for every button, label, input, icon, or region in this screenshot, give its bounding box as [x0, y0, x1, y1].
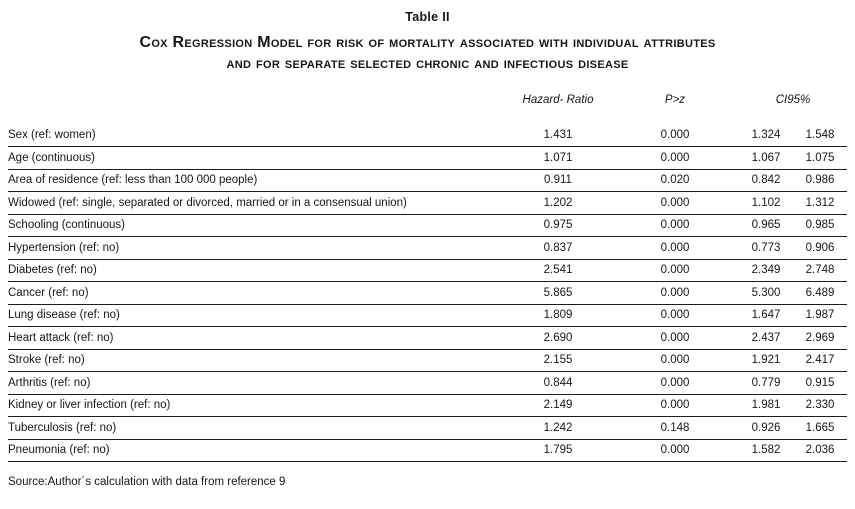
- ci-lower-value: 5.300: [739, 282, 793, 305]
- hazard-ratio-value: 2.149: [505, 394, 611, 417]
- row-label: Heart attack (ref: no): [8, 327, 505, 350]
- p-value: 0.000: [611, 147, 739, 170]
- p-value: 0.000: [611, 192, 739, 215]
- hazard-ratio-value: 0.911: [505, 169, 611, 192]
- p-value: 0.148: [611, 417, 739, 440]
- table-row: [8, 439, 847, 462]
- table-row: [8, 237, 847, 260]
- hazard-ratio-value: 1.242: [505, 417, 611, 440]
- column-header-ci95: CI95%: [775, 94, 811, 106]
- table-title-line1: Cox Regression Model for risk of mortality associated with individual attributes: [139, 34, 716, 51]
- p-value: 0.000: [611, 372, 739, 395]
- ci-upper-value: 2.969: [793, 327, 847, 350]
- hazard-ratio-value: 0.837: [505, 237, 611, 260]
- row-label: Arthritis (ref: no): [8, 372, 505, 395]
- ci-lower-value: 0.842: [739, 169, 793, 192]
- ci-upper-value: 2.748: [793, 259, 847, 282]
- table-row: [8, 282, 847, 305]
- ci-upper-value: 2.036: [793, 439, 847, 462]
- table-row: [8, 214, 847, 237]
- ci-lower-value: 0.926: [739, 417, 793, 440]
- p-value: 0.000: [611, 327, 739, 350]
- p-value: 0.000: [611, 349, 739, 372]
- row-label: Pneumonia (ref: no): [8, 439, 505, 462]
- hazard-ratio-value: 0.975: [505, 214, 611, 237]
- hazard-ratio-value: 1.431: [505, 124, 611, 147]
- ci-upper-value: 1.548: [793, 124, 847, 147]
- hazard-ratio-value: 2.541: [505, 259, 611, 282]
- hazard-ratio-value: 1.809: [505, 304, 611, 327]
- ci-lower-value: 1.981: [739, 394, 793, 417]
- column-header-row: [8, 94, 847, 124]
- ci-lower-value: 0.773: [739, 237, 793, 260]
- ci-lower-value: 1.067: [739, 147, 793, 170]
- ci-upper-value: 1.665: [793, 417, 847, 440]
- table-row: [8, 327, 847, 350]
- table-row: [8, 304, 847, 327]
- p-value: 0.000: [611, 282, 739, 305]
- p-value: 0.000: [611, 394, 739, 417]
- p-value: 0.000: [611, 439, 739, 462]
- table-title-line2: and for separate selected chronic and infectious disease: [226, 55, 629, 72]
- ci-upper-value: 0.986: [793, 169, 847, 192]
- row-label: Tuberculosis (ref: no): [8, 417, 505, 440]
- table-row: [8, 192, 847, 215]
- table-row: [8, 394, 847, 417]
- row-label: Widowed (ref: single, separated or divorced, married or in a consensual union): [8, 192, 505, 215]
- ci-upper-value: 2.417: [793, 349, 847, 372]
- ci-lower-value: 0.965: [739, 214, 793, 237]
- ci-upper-value: 1.075: [793, 147, 847, 170]
- cox-regression-table: [8, 94, 847, 462]
- hazard-ratio-value: 1.202: [505, 192, 611, 215]
- row-label: Area of residence (ref: less than 100 000 people): [8, 169, 505, 192]
- ci-lower-value: 2.349: [739, 259, 793, 282]
- row-label: Age (continuous): [8, 147, 505, 170]
- ci-lower-value: 1.102: [739, 192, 793, 215]
- ci-lower-value: 1.921: [739, 349, 793, 372]
- table-row: [8, 349, 847, 372]
- row-label: Lung disease (ref: no): [8, 304, 505, 327]
- hazard-ratio-value: 1.795: [505, 439, 611, 462]
- hazard-ratio-value: 2.155: [505, 349, 611, 372]
- p-value: 0.000: [611, 237, 739, 260]
- ci-upper-value: 1.312: [793, 192, 847, 215]
- ci-upper-value: 1.987: [793, 304, 847, 327]
- ci-lower-value: 2.437: [739, 327, 793, 350]
- p-value: 0.000: [611, 214, 739, 237]
- row-label: Stroke (ref: no): [8, 349, 505, 372]
- table-row: [8, 259, 847, 282]
- ci-upper-value: 0.915: [793, 372, 847, 395]
- table-row: [8, 147, 847, 170]
- ci-upper-value: 2.330: [793, 394, 847, 417]
- ci-upper-value: 6.489: [793, 282, 847, 305]
- ci-lower-value: 1.647: [739, 304, 793, 327]
- source-note: Source:Author´s calculation with data from reference 9: [8, 476, 286, 488]
- column-header-p-value: P>z: [664, 94, 686, 106]
- row-label: Cancer (ref: no): [8, 282, 505, 305]
- ci-lower-value: 0.779: [739, 372, 793, 395]
- ci-lower-value: 1.324: [739, 124, 793, 147]
- row-label: Hypertension (ref: no): [8, 237, 505, 260]
- table-title: [8, 32, 847, 74]
- row-label: Schooling (continuous): [8, 214, 505, 237]
- table-row: [8, 124, 847, 147]
- row-label: Sex (ref: women): [8, 124, 505, 147]
- row-label: Diabetes (ref: no): [8, 259, 505, 282]
- p-value: 0.020: [611, 169, 739, 192]
- ci-lower-value: 1.582: [739, 439, 793, 462]
- table-row: [8, 169, 847, 192]
- table-number-label: Table II: [405, 10, 450, 24]
- table-row: [8, 372, 847, 395]
- p-value: 0.000: [611, 304, 739, 327]
- hazard-ratio-value: 5.865: [505, 282, 611, 305]
- row-label: Kidney or liver infection (ref: no): [8, 394, 505, 417]
- table-row: [8, 417, 847, 440]
- ci-upper-value: 0.985: [793, 214, 847, 237]
- hazard-ratio-value: 1.071: [505, 147, 611, 170]
- hazard-ratio-value: 2.690: [505, 327, 611, 350]
- p-value: 0.000: [611, 259, 739, 282]
- p-value: 0.000: [611, 124, 739, 147]
- hazard-ratio-value: 0.844: [505, 372, 611, 395]
- ci-upper-value: 0.906: [793, 237, 847, 260]
- column-header-hazard-ratio: Hazard- Ratio: [522, 94, 594, 106]
- column-header-empty: [8, 94, 505, 124]
